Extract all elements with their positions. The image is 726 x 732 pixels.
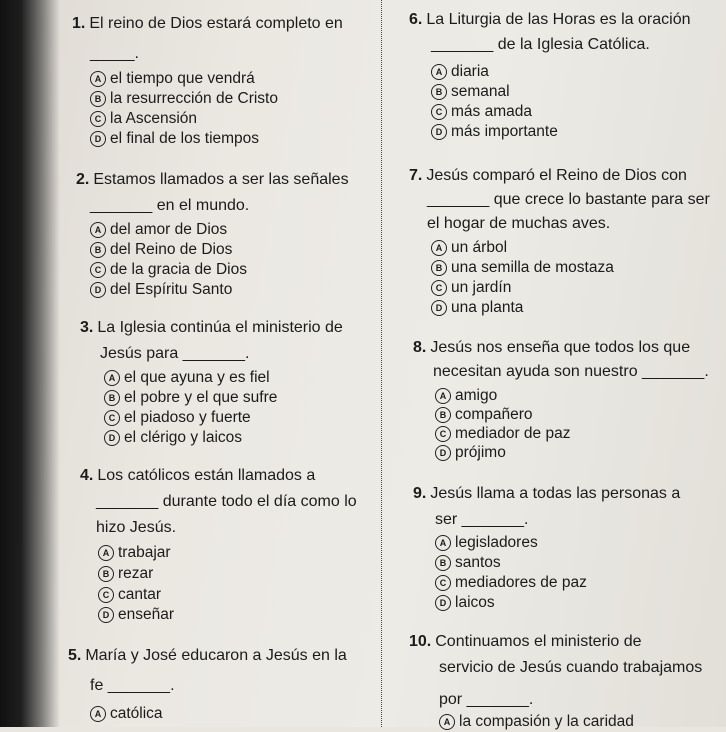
option-text: rezar	[118, 565, 154, 582]
question-text-line: _____.	[90, 45, 139, 62]
question-number: 10.	[409, 633, 432, 650]
option-letter-icon: B	[90, 242, 106, 258]
option-text: del Espíritu Santo	[110, 281, 233, 298]
option-letter-icon: C	[431, 104, 447, 120]
option-letter-icon: B	[98, 566, 114, 582]
question-text-line: por _______.	[439, 691, 534, 708]
question-text-line: Jesús llama a todas las personas a	[430, 485, 681, 502]
option-letter-icon: B	[431, 260, 447, 276]
answer-option[interactable]	[104, 388, 277, 408]
answer-option[interactable]	[98, 564, 153, 584]
option-text: diaria	[451, 63, 489, 80]
option-text: santos	[455, 554, 501, 571]
answer-option[interactable]	[435, 553, 501, 573]
option-letter-icon: D	[98, 607, 114, 623]
option-letter-icon: D	[104, 430, 120, 446]
column-divider	[381, 0, 382, 727]
question-text-line: fe _______.	[90, 677, 175, 694]
option-letter-icon: D	[431, 124, 447, 140]
question-text-line: _______ de la Iglesia Católica.	[431, 36, 650, 53]
option-text: legisladores	[455, 534, 538, 551]
option-letter-icon: C	[90, 262, 106, 278]
option-text: mediador de paz	[455, 425, 571, 442]
answer-option[interactable]	[439, 712, 634, 732]
option-letter-icon: B	[90, 91, 106, 107]
option-text: más amada	[451, 103, 532, 120]
answer-option[interactable]	[435, 405, 533, 425]
answer-option[interactable]	[431, 62, 489, 82]
answer-option[interactable]	[431, 238, 507, 258]
option-text: la compasión y la caridad	[459, 713, 634, 730]
answer-option[interactable]	[431, 122, 558, 142]
answer-option[interactable]	[435, 443, 506, 463]
option-letter-icon: C	[431, 280, 447, 296]
answer-option[interactable]	[431, 278, 511, 298]
question-text-line: Continuamos el ministerio de	[435, 633, 642, 650]
answer-option[interactable]	[90, 220, 227, 240]
answer-option[interactable]	[98, 543, 171, 563]
answer-option[interactable]	[435, 424, 570, 444]
option-text: de la gracia de Dios	[110, 261, 247, 278]
question-text-line: necesitan ayuda son nuestro _______.	[433, 363, 709, 380]
option-text: la resurrección de Cristo	[110, 90, 278, 107]
question-number: 4.	[80, 467, 94, 484]
option-letter-icon: A	[431, 64, 447, 80]
question-number: 3.	[80, 319, 94, 336]
answer-option[interactable]	[90, 89, 278, 109]
option-letter-icon: C	[435, 575, 451, 591]
option-text: el final de los tiempos	[110, 130, 260, 147]
option-letter-icon: B	[435, 407, 451, 423]
question-text-line: servicio de Jesús cuando trabajamos	[439, 659, 703, 676]
question-text-line: ser _______.	[435, 511, 529, 528]
answer-option[interactable]	[90, 69, 255, 89]
option-text: el tiempo que vendrá	[110, 70, 255, 87]
option-letter-icon: A	[431, 240, 447, 256]
answer-option[interactable]	[104, 368, 270, 388]
question-text-line: Estamos llamados a ser las señales	[93, 171, 349, 188]
option-letter-icon: A	[90, 71, 106, 87]
question-text-line: Jesús nos enseña que todos los que	[430, 339, 691, 356]
option-text: enseñar	[118, 606, 175, 623]
option-text: más importante	[451, 123, 558, 140]
option-text: amigo	[455, 387, 498, 404]
option-letter-icon: D	[431, 300, 447, 316]
question-text-line: El reino de Dios estará completo en	[89, 15, 343, 32]
option-text: semanal	[451, 83, 510, 100]
page-shadow-edge	[0, 0, 60, 727]
option-text: mediadores de paz	[455, 574, 587, 591]
answer-option[interactable]	[90, 129, 259, 149]
answer-option[interactable]	[435, 593, 495, 613]
question-number: 2.	[76, 171, 90, 188]
option-letter-icon: B	[431, 84, 447, 100]
question-number: 9.	[413, 485, 427, 502]
option-letter-icon: C	[98, 587, 114, 603]
option-text: católica	[110, 705, 163, 722]
option-letter-icon: C	[104, 410, 120, 426]
question-text-line: La Iglesia continúa el ministerio de	[97, 319, 343, 336]
answer-option[interactable]	[435, 386, 497, 406]
option-letter-icon: A	[90, 222, 106, 238]
option-letter-icon: A	[104, 370, 120, 386]
option-text: una semilla de mostaza	[451, 259, 614, 276]
question-text-line: _______ que crece lo bastante para ser	[427, 191, 710, 208]
option-text: el pobre y el que sufre	[124, 389, 278, 406]
option-text: compañero	[455, 406, 533, 423]
option-text: la Ascensión	[110, 110, 198, 127]
option-letter-icon: A	[435, 535, 451, 551]
answer-option[interactable]	[90, 280, 232, 300]
option-text: del amor de Dios	[110, 221, 228, 238]
option-letter-icon: A	[439, 714, 455, 730]
option-text: laicos	[455, 594, 495, 611]
question-text-line: Jesús para _______.	[100, 345, 250, 362]
answer-option[interactable]	[435, 533, 538, 553]
question-text-line: Los católicos están llamados a	[97, 467, 316, 484]
answer-option[interactable]	[90, 109, 197, 129]
option-letter-icon: D	[90, 131, 106, 147]
option-text: del Reino de Dios	[110, 241, 233, 258]
question-text-line: hizo Jesús.	[96, 519, 177, 536]
question-text-line: La Liturgia de las Horas es la oración	[426, 11, 691, 28]
option-text: el que ayuna y es fiel	[124, 369, 270, 386]
question-number: 5.	[68, 647, 82, 664]
question-text-line: Jesús comparó el Reino de Dios con	[426, 167, 687, 184]
option-text: un jardín	[451, 279, 512, 296]
answer-option[interactable]	[431, 298, 523, 318]
option-letter-icon: B	[435, 555, 451, 571]
option-text: una planta	[451, 299, 524, 316]
option-letter-icon: A	[90, 706, 106, 722]
question-text-line: _______ durante todo el día como lo	[96, 493, 357, 510]
question-number: 8.	[413, 339, 427, 356]
option-text: prójimo	[455, 444, 506, 461]
question-text-line: _______ en el mundo.	[90, 197, 250, 214]
answer-option[interactable]	[98, 605, 174, 625]
option-text: cantar	[118, 586, 162, 603]
option-text: el piadoso y fuerte	[124, 409, 251, 426]
option-letter-icon: B	[104, 390, 120, 406]
option-text: trabajar	[118, 544, 171, 561]
option-letter-icon: C	[435, 426, 451, 442]
answer-option[interactable]	[90, 260, 247, 280]
question-text-line: María y José educaron a Jesús en la	[85, 647, 347, 664]
answer-option[interactable]	[98, 585, 161, 605]
option-letter-icon: D	[435, 595, 451, 611]
option-text: un árbol	[451, 239, 508, 256]
option-letter-icon: D	[435, 445, 451, 461]
answer-option[interactable]	[104, 408, 251, 428]
answer-option[interactable]	[431, 258, 614, 278]
answer-option[interactable]	[431, 102, 532, 122]
option-letter-icon: C	[90, 111, 106, 127]
option-letter-icon: A	[435, 388, 451, 404]
answer-option[interactable]	[90, 704, 163, 724]
answer-option[interactable]	[435, 573, 587, 593]
answer-option[interactable]	[90, 240, 232, 260]
option-letter-icon: A	[98, 545, 114, 561]
question-number: 1.	[72, 15, 86, 32]
question-number: 7.	[409, 167, 423, 184]
option-text: el clérigo y laicos	[124, 429, 243, 446]
option-letter-icon: D	[90, 282, 106, 298]
question-text-line: el hogar de muchas aves.	[427, 215, 611, 232]
question-number: 6.	[409, 11, 423, 28]
answer-option[interactable]	[431, 82, 510, 102]
answer-option[interactable]	[104, 428, 242, 448]
